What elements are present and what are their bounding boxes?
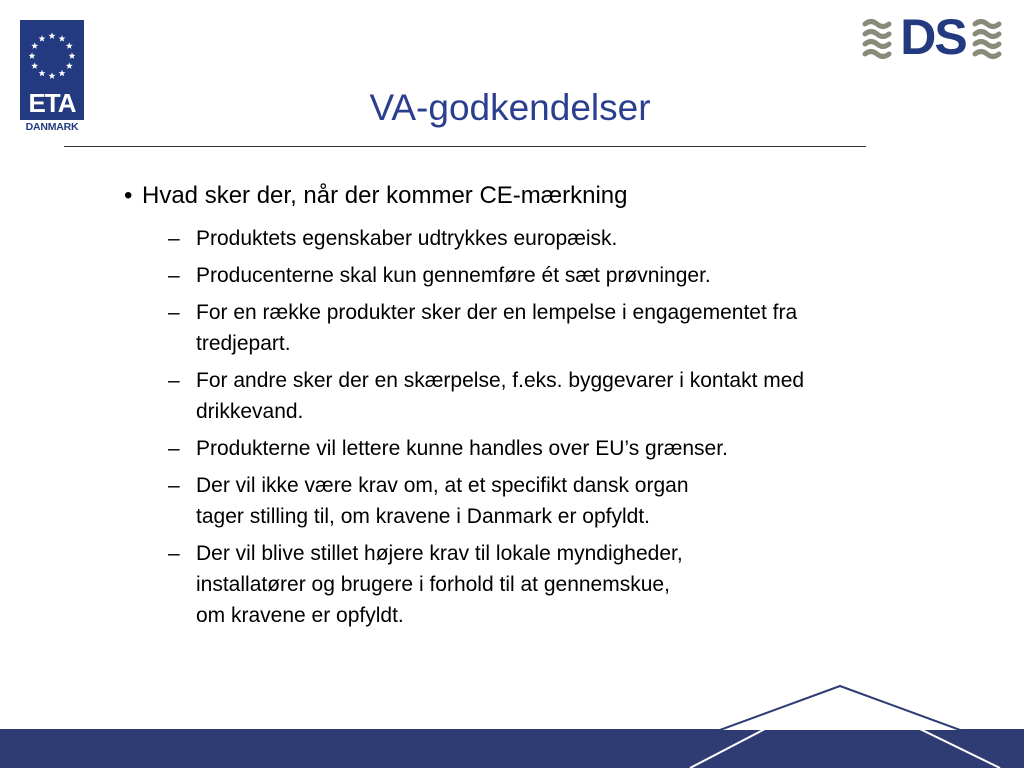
- star-icon: [59, 35, 66, 42]
- dash-marker: –: [168, 474, 180, 497]
- bullet-marker: •: [124, 182, 133, 209]
- title-divider: [64, 146, 866, 147]
- eta-logo-text: ETA: [28, 88, 76, 118]
- main-bullet: [112, 180, 912, 212]
- sub-bullet-item: [112, 433, 816, 464]
- sub-bullet-list: [112, 223, 912, 631]
- eta-danmark-logo: [20, 20, 86, 132]
- waves-icon: [862, 18, 892, 60]
- sub-bullet-text: Producenterne skal kun gennemføre ét sæt prøvninger.: [196, 264, 711, 287]
- star-icon: [31, 42, 38, 49]
- eta-logo-box: [20, 20, 84, 120]
- slide-content: [112, 180, 912, 637]
- sub-bullet-item: [112, 470, 816, 532]
- sub-bullet-item: [112, 365, 816, 427]
- dash-marker: –: [168, 264, 180, 287]
- waves-icon: [972, 18, 1002, 60]
- footer-band: [0, 684, 1024, 768]
- slide-title: VA-godkendelser: [369, 87, 651, 128]
- eta-logo-subtext: DANMARK: [25, 121, 79, 133]
- sub-bullet-text: For andre sker der en skærpelse, f.eks. byggevarer i kontakt med drikkevand.: [196, 369, 805, 423]
- star-icon: [66, 42, 73, 49]
- star-icon: [66, 62, 73, 69]
- dash-marker: –: [168, 369, 180, 392]
- star-icon: [31, 62, 38, 69]
- star-icon: [49, 32, 56, 39]
- sub-bullet-text: Produkterne vil lettere kunne handles over EU’s grænser.: [196, 437, 728, 460]
- star-icon: [39, 35, 46, 42]
- sub-bullet-text: For en række produkter sker der en lempelse i engagementet fra tredjepart.: [196, 301, 798, 355]
- star-icon: [49, 72, 56, 79]
- sub-bullet-text: Produktets egenskaber udtrykkes europæisk.: [196, 227, 618, 250]
- main-bullet-text: Hvad sker der, når der kommer CE-mærkning: [142, 182, 628, 209]
- sub-bullet-item: [112, 223, 816, 254]
- eu-stars-icon: [20, 20, 84, 90]
- star-icon: [39, 70, 46, 77]
- sub-bullet-item: [112, 297, 816, 359]
- sub-bullet-text: Der vil blive stillet højere krav til lokale myndigheder, installatører og brugere i forhold til at gennemskue, om kravene er opfyldt.: [196, 542, 683, 627]
- ds-logo-text: DS: [900, 9, 966, 65]
- dash-marker: –: [168, 227, 180, 250]
- sub-bullet-item: [112, 538, 816, 631]
- star-icon: [59, 70, 66, 77]
- dash-marker: –: [168, 437, 180, 460]
- sub-bullet-text: Der vil ikke være krav om, at et specifikt dansk organ tager stilling til, om kravene i Danmark er opfyldt.: [196, 474, 689, 528]
- star-icon: [69, 52, 76, 59]
- star-icon: [29, 52, 36, 59]
- ds-logo: [862, 9, 1004, 65]
- sub-bullet-item: [112, 260, 816, 291]
- dash-marker: –: [168, 301, 180, 324]
- dash-marker: –: [168, 542, 180, 565]
